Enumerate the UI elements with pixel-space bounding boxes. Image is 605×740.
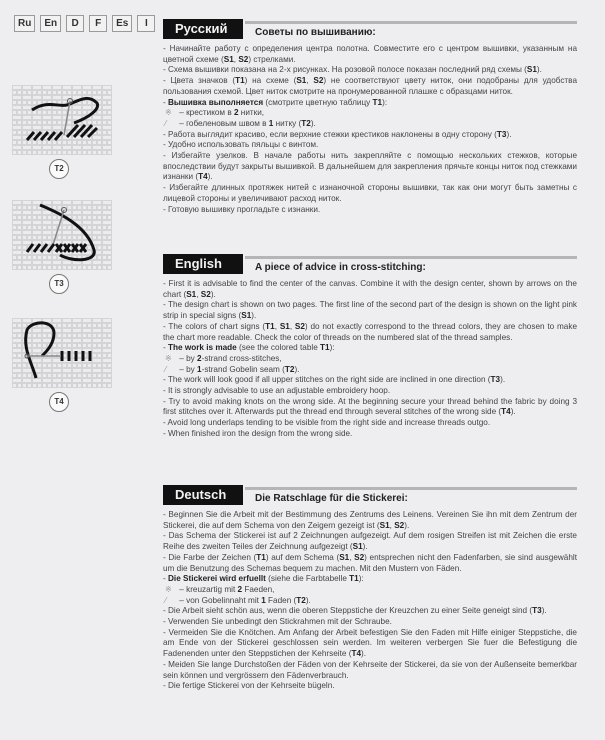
section-body-deutsch xyxy=(163,510,577,692)
section-tab-deutsch: Deutsch xyxy=(163,485,243,505)
bold-ref: T3 xyxy=(532,606,542,616)
section-russian xyxy=(163,19,577,215)
half-stitch-icon: ⁄ xyxy=(165,118,167,128)
advice-paragraph: - Удобно использовать пяльцы с винтом. xyxy=(163,140,319,150)
illustrations-column xyxy=(0,0,160,740)
bold-ref: T1 xyxy=(265,321,275,331)
figure-t3 xyxy=(12,200,112,294)
advice-paragraph: - Die fertige Stickerei von der Kehrseite bügeln. xyxy=(163,681,335,691)
cross-stitch-direction-diagram-icon xyxy=(12,200,112,270)
bold-ref: T1 xyxy=(349,574,359,584)
advice-paragraph: - Try to avoid making knots on the wrong side. At the beginning secure your thread behind the fabric by doing 3 first stitches over it. Afterwards put the thread end through several stitches of the wrong side (T4). xyxy=(163,396,577,417)
advice-paragraph: - Готовую вышивку прогладьте с изнанки. xyxy=(163,204,321,214)
advice-paragraph: ⁄ – von Gobelinnaht mit 1 Faden (T2). xyxy=(165,595,311,605)
bold-ref: T4 xyxy=(198,172,208,182)
advice-paragraph: - Beginnen Sie die Arbeit mit der Bestimmung des Zentrums des Leinens. Vereinen Sie ihn mit dem Zentrum der Stickerei, die auf dem Schema von den Zeigern gezeigt ist (S1, S2). xyxy=(163,510,577,530)
advice-paragraph: - Die Stickerei wird erfuellt (siehe die Farbtabelle T1): xyxy=(163,574,364,584)
bold-ref: S1 xyxy=(296,76,307,86)
section-body-english xyxy=(163,279,577,440)
bold-ref: Вышивка выполняется xyxy=(168,97,264,107)
bold-ref: T3 xyxy=(490,375,501,385)
advice-paragraph: - It is strongly advisable to use an adjustable embroidery hoop. xyxy=(163,386,391,396)
bold-ref: S1 xyxy=(526,65,537,75)
figure-label-t4: T4 xyxy=(49,392,69,412)
bold-ref: The work is made xyxy=(168,343,237,353)
bold-ref: T1 xyxy=(372,97,383,107)
advice-paragraph: - Работа выглядит красиво, если верхние стежки крестиков наклонены в одну сторону (T3). xyxy=(163,129,512,139)
bold-ref: T4 xyxy=(351,649,362,659)
section-tab-russian: Русский xyxy=(163,19,243,39)
lang-tab-i[interactable]: I xyxy=(137,15,155,32)
advice-paragraph: - Схема вышивки показана на 2-х рисунках. На розовой полосе показан последний ряд схемы (S1). xyxy=(163,65,542,75)
section-body-russian xyxy=(163,44,577,215)
advice-paragraph: - When finished iron the design from the wrong side. xyxy=(163,428,353,438)
bold-ref: S2 xyxy=(238,54,249,64)
advice-paragraph: - Избегайте узелков. В начале работы нить закрепляйте с помощью нескольких стежков, которые впоследствии будут закрыты вышивкой. В дальнейшем для закрепления прячьте концы ниток под стежками изнанки (T4). xyxy=(163,151,577,182)
advice-paragraph: ※ – крестиком в 2 нитки, xyxy=(165,108,265,118)
bold-ref: 2 xyxy=(233,108,239,118)
lang-tab-es[interactable]: Es xyxy=(112,15,132,32)
advice-paragraph: - First it is advisable to find the center of the canvas. Combine it with the design center, shown by arrows on the chart (S1, S2). xyxy=(163,279,577,299)
section-divider xyxy=(245,487,577,490)
bold-ref: T2 xyxy=(296,595,306,605)
section-tab-english: English xyxy=(163,254,243,274)
advice-paragraph: - The design chart is shown on two pages. The first line of the second part of the design is shown on the light pink strip in special signs (S1). xyxy=(163,300,577,321)
advice-paragraph: - Вышивка выполняется (смотрите цветную таблицу T1): xyxy=(163,97,388,107)
advice-paragraph: - The work will look good if all upper stitches on the right side are inclined in one direction (T3). xyxy=(163,375,506,385)
bold-ref: S2 xyxy=(313,76,324,86)
bold-ref: S1 xyxy=(223,54,234,64)
half-stitch-icon: ⁄ xyxy=(165,364,167,374)
bold-ref: S1 xyxy=(186,289,197,299)
figure-t4 xyxy=(12,318,112,412)
cross-stitch-icon: ※ xyxy=(165,108,172,118)
advice-paragraph: - The work is made (see the colored table T1): xyxy=(163,343,335,353)
gobelin-stitch-diagram-icon xyxy=(12,85,112,155)
figure-label-t3: T3 xyxy=(49,274,69,294)
bold-ref: S1 xyxy=(279,321,290,331)
bold-ref: S2 xyxy=(354,552,365,562)
advice-paragraph: - Verwenden Sie unbedingt den Stickrahmen mit der Schraube. xyxy=(163,617,392,627)
figure-t2 xyxy=(12,85,112,179)
bold-ref: 1 xyxy=(197,364,202,374)
section-divider xyxy=(245,256,577,259)
bold-ref: T2 xyxy=(284,364,295,374)
bold-ref: T1 xyxy=(320,343,330,353)
lang-tab-ru[interactable]: Ru xyxy=(14,15,35,32)
advice-paragraph: - Начинайте работу с определения центра полотна. Совместите его с центром вышивки, указанным на цветной схеме (S1, S2) стрелками. xyxy=(163,44,577,64)
advice-paragraph: - The colors of chart signs (T1, S1, S2) do not exactly correspond to the thread colors, they are chosen to make the chart more readable. Check the color of threads on the numbered slat of the thread samples. xyxy=(163,321,577,342)
advice-paragraph: - Meiden Sie lange Durchstoßen der Fäden von der Kehrseite der Stickerei, da sie von der Außenseite bemerkbar sein können und vergrössern den Fädenverbrauch. xyxy=(163,659,577,680)
bold-ref: T1 xyxy=(256,552,266,562)
bold-ref: 1 xyxy=(261,595,266,605)
bold-ref: S1 xyxy=(352,542,363,552)
bold-ref: T3 xyxy=(496,129,507,139)
lang-tab-d[interactable]: D xyxy=(66,15,84,32)
bold-ref: S2 xyxy=(200,289,211,299)
section-english xyxy=(163,254,577,440)
advice-paragraph: - Vermeiden Sie die Knötchen. Am Anfang der Arbeit befestigen Sie den Faden mit Hilfe einiger Steppstiche, die am Ende von der Stickerei geschlossen sein werden. Im weiteren verbergen Sie fuer die Befestigung die Fadenenden unter den Steppstichen der Kehrseite (T4). xyxy=(163,627,577,659)
advice-paragraph: - Die Arbeit sieht schön aus, wenn die oberen Steppstiche der Kreuzchen zu einer Seite geneigt sind (T3). xyxy=(163,606,547,616)
advice-paragraph: ⁄ – by 1-strand Gobelin seam (T2). xyxy=(165,364,300,374)
half-stitch-icon: ⁄ xyxy=(165,595,167,605)
bold-ref: S2 xyxy=(294,321,305,331)
bold-ref: T1 xyxy=(235,76,245,86)
bold-ref: T4 xyxy=(501,407,511,417)
advice-paragraph: - Das Schema der Stickerei ist auf 2 Zeichnungen aufgezeigt. Auf dem rosigen Streifen ist mit Zeichen die erste Reihe des zweiten Teiles der Zeichnung aufgezeigt (S1). xyxy=(163,531,577,552)
advice-paragraph: - Die Farbe der Zeichen (T1) auf dem Schema (S1, S2) entsprechen nicht den Fadenfarben, sie sind ausgewählt um die Benutzung des Schemas bequem zu machen. Mit den Mustern von Fäden. xyxy=(163,552,578,573)
advice-paragraph: - Избегайте длинных протяжек нитей с изнаночной стороны вышивки, так как они могут быть заметны с лицевой стороны и увеличивают расход ниток. xyxy=(163,183,577,203)
bold-ref: 1 xyxy=(268,118,274,128)
advice-paragraph: ※ – by 2-strand cross-stitches, xyxy=(165,353,282,363)
lang-tab-f[interactable]: F xyxy=(89,15,107,32)
advice-paragraph: - Цвета значков (T1) на схеме (S1, S2) не соответствуют цвету ниток, они подобраны для удобства пользования схемой. Цвет ниток смотрите на пронумерованной плашке с образцами ниток. xyxy=(163,76,577,96)
section-title-deutsch: Die Ratschlage für die Stickerei: xyxy=(255,493,408,504)
thread-securing-diagram-icon xyxy=(12,318,112,388)
advice-paragraph: ⁄ – гобеленовым швом в 1 нитку (T2). xyxy=(165,118,316,128)
section-title-english: A piece of advice in cross-stitching: xyxy=(255,262,426,273)
section-divider xyxy=(245,21,577,24)
bold-ref: 2 xyxy=(237,584,243,594)
bold-ref: S2 xyxy=(394,520,405,530)
bold-ref: 2 xyxy=(197,353,202,363)
advice-paragraph: ※ – kreuzartig mit 2 Faeden, xyxy=(165,584,275,594)
lang-tab-en[interactable]: En xyxy=(40,15,61,32)
advice-paragraph: - Avoid long underlaps tending to be visible from the right side and increase threads outgo. xyxy=(163,418,491,428)
section-deutsch xyxy=(163,485,577,692)
cross-stitch-icon: ※ xyxy=(165,353,172,363)
bold-ref: S1 xyxy=(379,520,390,530)
figure-label-t2: T2 xyxy=(49,159,69,179)
bold-ref: S1 xyxy=(241,311,252,321)
bold-ref: S1 xyxy=(339,552,350,562)
bold-ref: T2 xyxy=(301,118,311,128)
section-title-russian: Советы по вышиванию: xyxy=(255,27,376,38)
cross-stitch-icon: ※ xyxy=(165,584,172,594)
bold-ref: Die Stickerei wird erfuellt xyxy=(168,574,266,584)
